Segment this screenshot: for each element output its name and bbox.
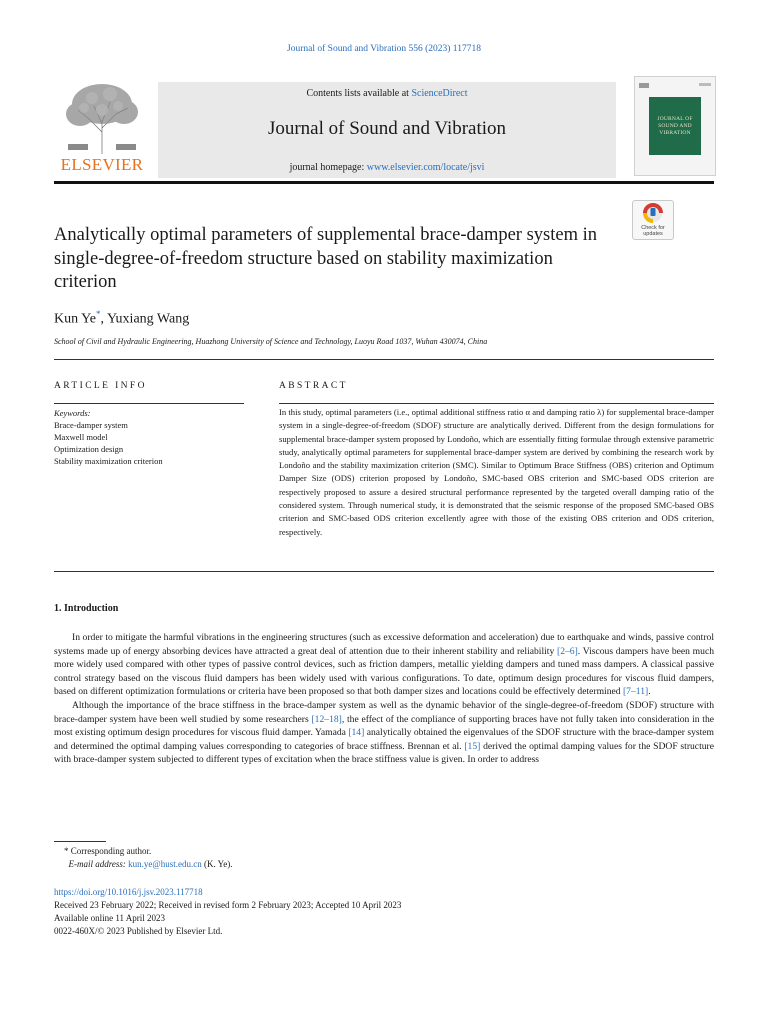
author-kun-ye[interactable]: Kun Ye: [54, 311, 97, 327]
email-note: [54, 858, 714, 871]
affiliation: School of Civil and Hydraulic Engineering, Huazhong University of Science and Technology, Luoyu Road 1037, Wuhan 430074, China: [54, 337, 488, 346]
abstract-text: In this study, optimal parameters (i.e., optimal additional stiffness ratio α and damping ratio λ) for supplemental brace-damper system in a single-degree-of-freedom (SDOF) structure are analytically derived. Different from the design formulations for supplemental brace-damper system proposed by Londoño, which are essentially fitting formulae through extensive parametric study, analytically optimal parameters for supplemental brace-damper system are derived by combining the research work by Londoño and the stability maximization criterion (SMC). Similar to Optimum Brace Stiffness (OBS) criterion and Optimum Damper Size (ODS) criterion proposed by Londoño, SMC-based OBS criterion and SMC-based ODS criterion are respectively proposed to assure a desired structural performance represented by the targeted overall damping ratio of the considered system. Through numerical study, it is demonstrated that the seismic response of the proposed SMC-based OBS criterion and SMC-based ODS criterion excellently agree with those of the existing OBS criterion and ODS criterion, respectively.: [279, 407, 714, 537]
journal-header: [54, 76, 714, 180]
elsevier-wordmark: ELSEVIER: [60, 155, 144, 174]
elsevier-tree-icon: [58, 80, 146, 154]
journal-cover-thumbnail[interactable]: [634, 76, 716, 176]
footnote-divider: [54, 841, 106, 842]
keyword-item: Brace-damper system: [54, 420, 128, 430]
received-dates: Received 23 February 2022; Received in revised form 2 February 2023; Accepted 10 April 2023: [54, 900, 402, 910]
text-run: .: [648, 686, 651, 698]
introduction-body: [54, 631, 714, 767]
abstract-divider: [279, 403, 714, 404]
text-run: Although the importance of the brace stiffness in the brace-damper system as well as the dynamic behavior of the single-degree-of-freedom (SDOF) structure with brace-damper system have been well studied by some researchers: [54, 699, 714, 725]
text-run: In order to mitigate the harmful vibrations in the engineering structures (such as excessive deformation and acceleration) due to earthquake and winds, passive control systems made up of energy absorbing devices have attracted a great deal of attention due to their inherent stability and reliability: [54, 632, 714, 657]
keywords-label: Keywords:: [54, 408, 91, 418]
sciencedirect-link[interactable]: ScienceDirect: [411, 88, 468, 99]
text-run: analytically obtained the eigenvalues of the SDOF structure with the brace-damper system and determined the optimal damping values corresponding to categories of brace stiffness. Brennan et al.: [54, 727, 714, 752]
homepage-prefix: journal homepage:: [289, 162, 365, 173]
email-label: E-mail address:: [68, 859, 126, 869]
homepage-line: [158, 162, 616, 173]
available-online: Available online 11 April 2023: [54, 913, 165, 923]
reference-link[interactable]: [12–18]: [311, 713, 342, 725]
reference-link[interactable]: [15]: [464, 740, 481, 752]
publication-info: [54, 886, 714, 938]
journal-citation-link[interactable]: Journal of Sound and Vibration 556 (2023) 117718: [287, 44, 481, 54]
section-heading-introduction: 1. Introduction: [54, 603, 119, 614]
corresponding-author-text: Corresponding author.: [70, 846, 152, 856]
reference-link[interactable]: [2–6]: [557, 645, 578, 657]
corresponding-author-mark[interactable]: *: [96, 309, 101, 319]
journal-title: Journal of Sound and Vibration: [267, 118, 507, 139]
author-yuxiang-wang[interactable]: , Yuxiang Wang: [100, 311, 190, 327]
footnotes: [54, 845, 714, 871]
cover-title: JOURNAL OF SOUND AND VIBRATION: [649, 97, 701, 155]
keywords-list: [54, 407, 244, 467]
divider: [54, 359, 714, 360]
cover-logo-icon: [639, 81, 711, 89]
article-info-heading: ARTICLE INFO: [54, 381, 147, 391]
copyright: 0022-460X/© 2023 Published by Elsevier Ltd.: [54, 926, 223, 936]
keyword-item: Stability maximization criterion: [54, 456, 163, 466]
paper-title: Analytically optimal parameters of supplemental brace-damper system in single-degree-of-freedom structure based on stability maximization criterion: [54, 225, 597, 292]
footnote-mark: *: [64, 846, 69, 856]
reference-link[interactable]: [14]: [348, 727, 365, 739]
divider: [54, 571, 714, 572]
elsevier-logo[interactable]: [54, 76, 150, 176]
text-run: . Viscous dampers have been much more widely used compared with other types of passive control devices, such as friction dampers, metallic yielding dampers and tuned mass dampers. A classical passive control strategy based on the viscous fluid dampers has been widely used with various configurations. To date, optimum design procedures for viscous fluid dampers, based on different optimization formulations or criteria have been proposed so that both damper sizes and locations could be effectively determined: [54, 645, 715, 698]
paragraph: [54, 631, 714, 699]
abstract-heading: ABSTRACT: [279, 381, 348, 391]
contents-prefix: Contents lists available at: [306, 88, 409, 99]
check-updates-icon: [633, 201, 673, 225]
doi-link[interactable]: https://doi.org/10.1016/j.jsv.2023.117718: [54, 887, 203, 897]
reference-link[interactable]: [7–11]: [622, 686, 649, 698]
corresponding-author-note: [54, 845, 714, 858]
paragraph: [54, 699, 714, 767]
journal-header-box: [158, 82, 616, 178]
article-info-divider: [54, 403, 244, 404]
author-list: [54, 309, 189, 328]
check-for-updates-button[interactable]: [632, 200, 674, 240]
check-updates-label: Check for updates: [641, 225, 665, 237]
text-run: , the effect of the compliance of supporting braces have not fully taken into consideration in the most existing optimum design procedures for viscous fluid damper. Yamada: [54, 713, 714, 739]
contents-line: [158, 88, 616, 99]
header-divider: [54, 181, 714, 184]
text-run: derived the optimal damping values for the SDOF structure with brace-damper system subjected to different types of excitation when the brace stiffness value is given. In order to address: [54, 740, 714, 766]
email-suffix: (K. Ye).: [203, 859, 233, 869]
journal-homepage-link[interactable]: www.elsevier.com/locate/jsvi: [366, 162, 485, 173]
keyword-item: Optimization design: [54, 444, 124, 454]
keyword-item: Maxwell model: [54, 432, 108, 442]
email-link[interactable]: kun.ye@hust.edu.cn: [128, 859, 202, 869]
